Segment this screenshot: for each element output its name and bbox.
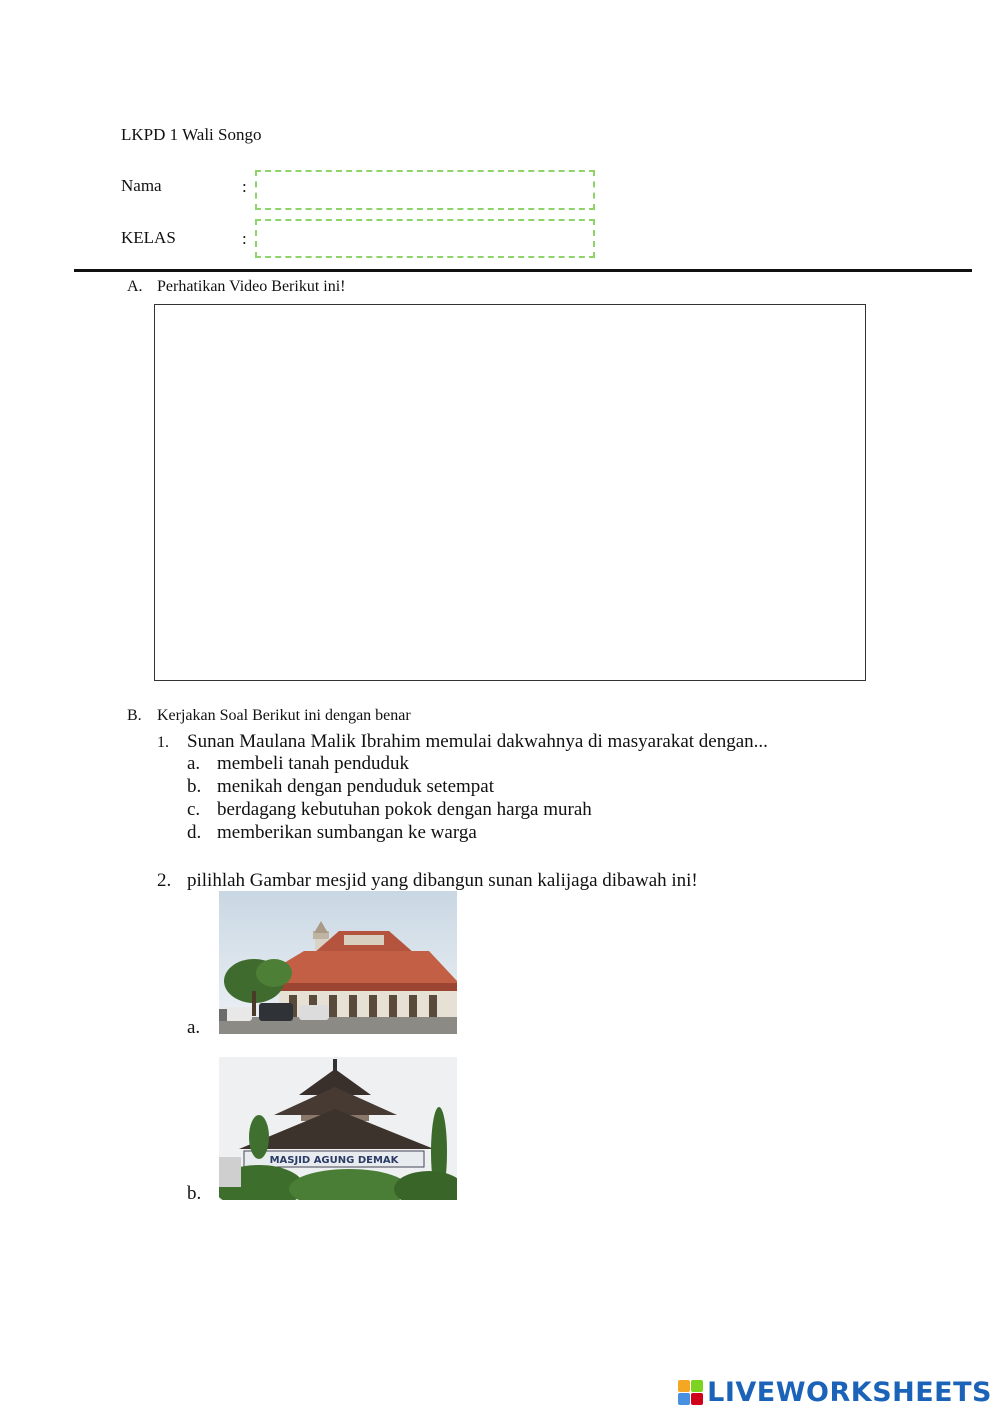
worksheet-title: LKPD 1 Wali Songo (121, 125, 262, 144)
logo-square-3 (678, 1393, 690, 1405)
q2-option-a-mosque-photo[interactable] (219, 891, 457, 1034)
nama-colon: : (242, 177, 247, 196)
section-a-heading: Perhatikan Video Berikut ini! (157, 278, 346, 295)
kelas-input[interactable] (255, 219, 595, 258)
q2-option-b-mosque-photo[interactable] (219, 1057, 457, 1200)
q2-option-a-letter: a. (187, 1017, 201, 1038)
section-b-heading: Kerjakan Soal Berikut ini dengan benar (157, 707, 411, 724)
q1-option-b-text[interactable]: menikah dengan penduduk setempat (217, 776, 495, 797)
mosque-red-roof-image (219, 891, 457, 1034)
q1-option-b-letter: b. (187, 776, 202, 797)
kelas-label: KELAS (121, 228, 176, 247)
logo-square-2 (691, 1380, 703, 1392)
q1-option-a-letter: a. (187, 753, 201, 774)
mosque-sign-text: MASJID AGUNG DEMAK (269, 1155, 399, 1166)
nama-input[interactable] (255, 170, 595, 210)
q1-option-c-text[interactable]: berdagang kebutuhan pokok dengan harga murah (217, 799, 592, 820)
video-embed-box[interactable] (154, 304, 866, 681)
question-1-text: Sunan Maulana Malik Ibrahim memulai dakwahnya di masyarakat dengan... (187, 731, 768, 752)
section-a-letter: A. (127, 278, 143, 295)
question-1-number: 1. (157, 734, 169, 751)
liveworksheets-brand (678, 1375, 992, 1409)
q1-option-a-text[interactable]: membeli tanah penduduk (217, 753, 410, 774)
q2-option-b-letter: b. (187, 1183, 202, 1204)
logo-square-4 (691, 1393, 703, 1405)
brand-name: LIVEWORKSHEETS (707, 1376, 992, 1408)
section-b-letter: B. (127, 707, 142, 724)
question-2-number: 2. (157, 870, 172, 891)
logo-square-1 (678, 1380, 690, 1392)
q1-option-d-text[interactable]: memberikan sumbangan ke warga (217, 822, 477, 843)
question-2-text: pilihlah Gambar mesjid yang dibangun sunan kalijaga dibawah ini! (187, 870, 698, 891)
header-divider (74, 269, 972, 272)
mosque-demak-image (219, 1057, 457, 1200)
q1-option-d-letter: d. (187, 822, 202, 843)
nama-label: Nama (121, 176, 162, 195)
liveworksheets-logo-icon (678, 1380, 703, 1405)
kelas-colon: : (242, 229, 247, 248)
q1-option-c-letter: c. (187, 799, 201, 820)
